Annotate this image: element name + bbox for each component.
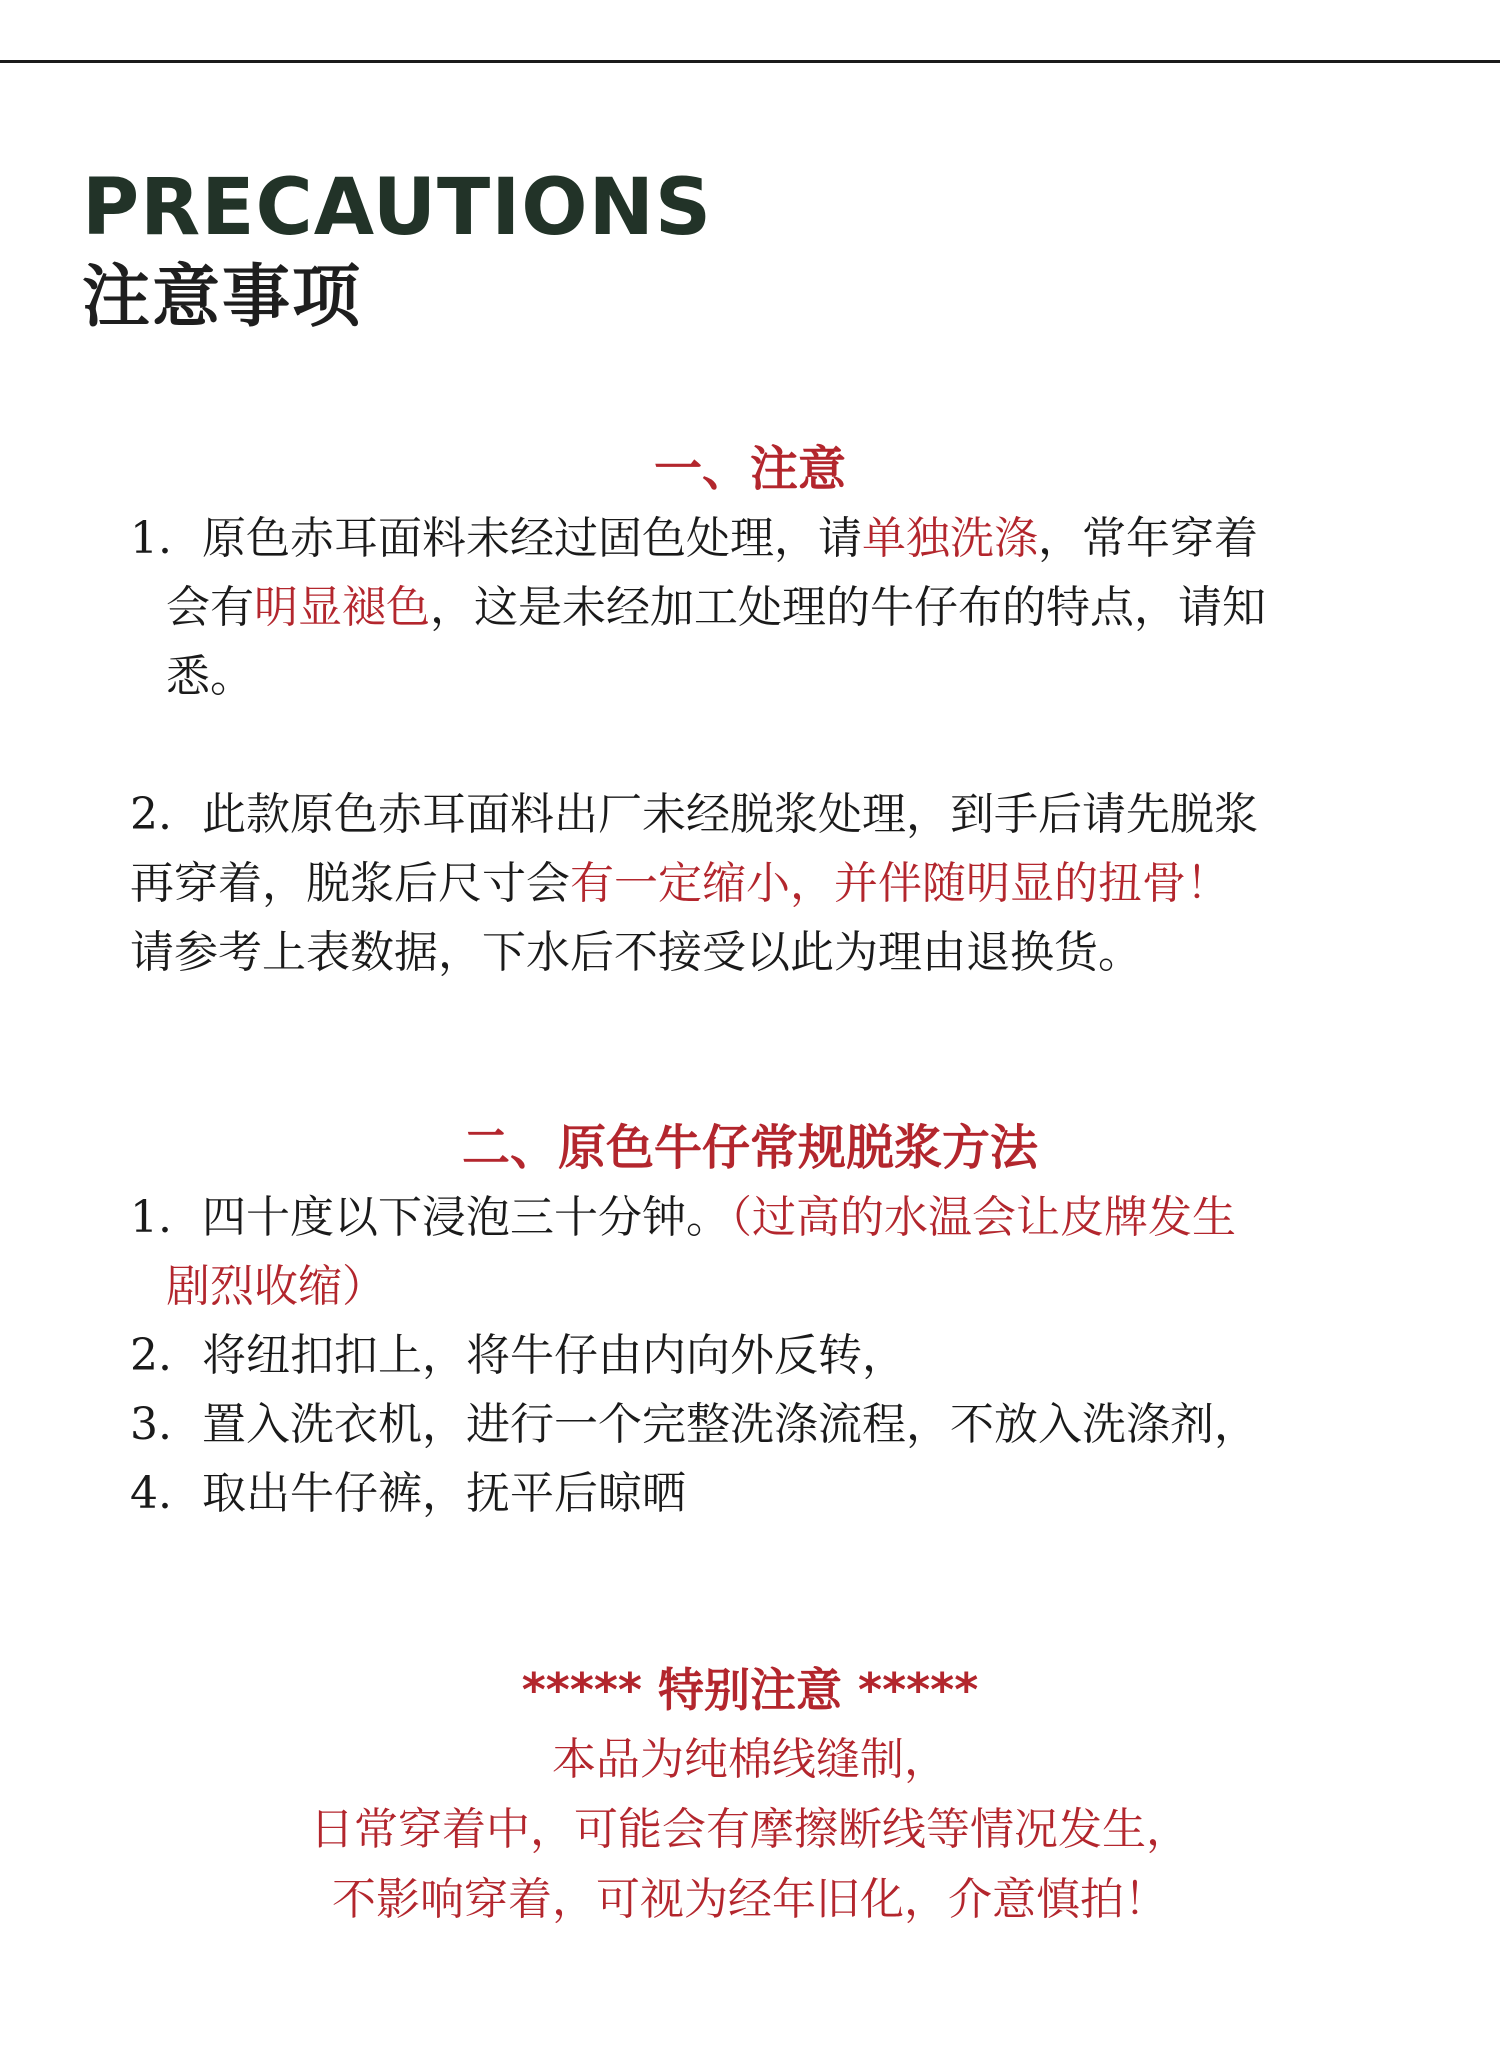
section1-heading: 一、注意 xyxy=(653,441,846,497)
item-number: 1. xyxy=(130,1192,172,1243)
item-highlight: 单独洗涤 xyxy=(862,513,1038,564)
item-text: ，这是未经加工处理的牛仔布的特点，请知 xyxy=(430,582,1266,633)
item-number: 1. xyxy=(130,513,172,564)
item-highlight: （过高的水温会让皮牌发生 xyxy=(730,1192,1236,1243)
item-number: 4. xyxy=(130,1468,172,1519)
item-text: 将纽扣扣上，将牛仔由内向外反转， xyxy=(202,1330,906,1381)
title-english: PRECAUTIONS xyxy=(82,163,713,253)
item-text: 原色赤耳面料未经过固色处理，请 xyxy=(202,513,862,564)
item-text: 四十度以下浸泡三十分钟。 xyxy=(202,1192,730,1243)
section1-item-2-line-1 xyxy=(130,780,1266,849)
section1-item-2 xyxy=(130,780,1266,987)
section1-item-1-line-2 xyxy=(130,573,1266,642)
section1-item-1-line-3: 悉。 xyxy=(166,651,254,702)
item-number: 2. xyxy=(130,1330,172,1381)
title-chinese: 注意事项 xyxy=(82,258,363,337)
special-notice-line: 本品为纯棉线缝制， xyxy=(552,1734,948,1785)
section2-heading: 二、原色牛仔常规脱浆方法 xyxy=(461,1120,1038,1176)
item-text: 此款原色赤耳面料出厂未经脱浆处理，到手后请先脱浆 xyxy=(202,789,1258,840)
section1-list xyxy=(130,504,1266,987)
item-text: ，常年穿着 xyxy=(1038,513,1258,564)
section2-list xyxy=(130,1183,1258,1528)
section2-item-1-line-1 xyxy=(130,1183,1258,1252)
section2-item-1 xyxy=(130,1183,1258,1321)
item-highlight: 有一定缩小，并伴随明显的扭骨！ xyxy=(570,858,1230,909)
special-notice-heading: ***** 特别注意 ***** xyxy=(521,1663,979,1717)
section2-item-2 xyxy=(130,1321,1258,1390)
special-notice xyxy=(0,1655,1500,1935)
top-divider xyxy=(0,60,1500,63)
special-notice-line: 日常穿着中，可能会有摩擦断线等情况发生， xyxy=(310,1804,1190,1855)
section1-item-1 xyxy=(130,504,1266,711)
section1-item-1-line-1 xyxy=(130,504,1266,573)
section2-item-4 xyxy=(130,1459,1258,1528)
item-text: 置入洗衣机，进行一个完整洗涤流程，不放入洗涤剂， xyxy=(202,1399,1258,1450)
item-highlight: 明显褪色 xyxy=(254,582,430,633)
item-number: 3. xyxy=(130,1399,172,1450)
item-number: 2. xyxy=(130,789,172,840)
item-text: 再穿着，脱浆后尺寸会 xyxy=(130,858,570,909)
special-notice-line: 不影响穿着，可视为经年旧化，介意慎拍！ xyxy=(332,1874,1168,1925)
section2-item-1-line-2: 剧烈收缩） xyxy=(166,1261,386,1312)
item-text: 取出牛仔裤，抚平后晾晒 xyxy=(202,1468,686,1519)
item-text: 会有 xyxy=(166,582,254,633)
section2-item-3 xyxy=(130,1390,1258,1459)
section1-item-2-line-2 xyxy=(130,849,1266,918)
section1-item-2-line-3: 请参考上表数据，下水后不接受以此为理由退换货。 xyxy=(130,927,1142,978)
